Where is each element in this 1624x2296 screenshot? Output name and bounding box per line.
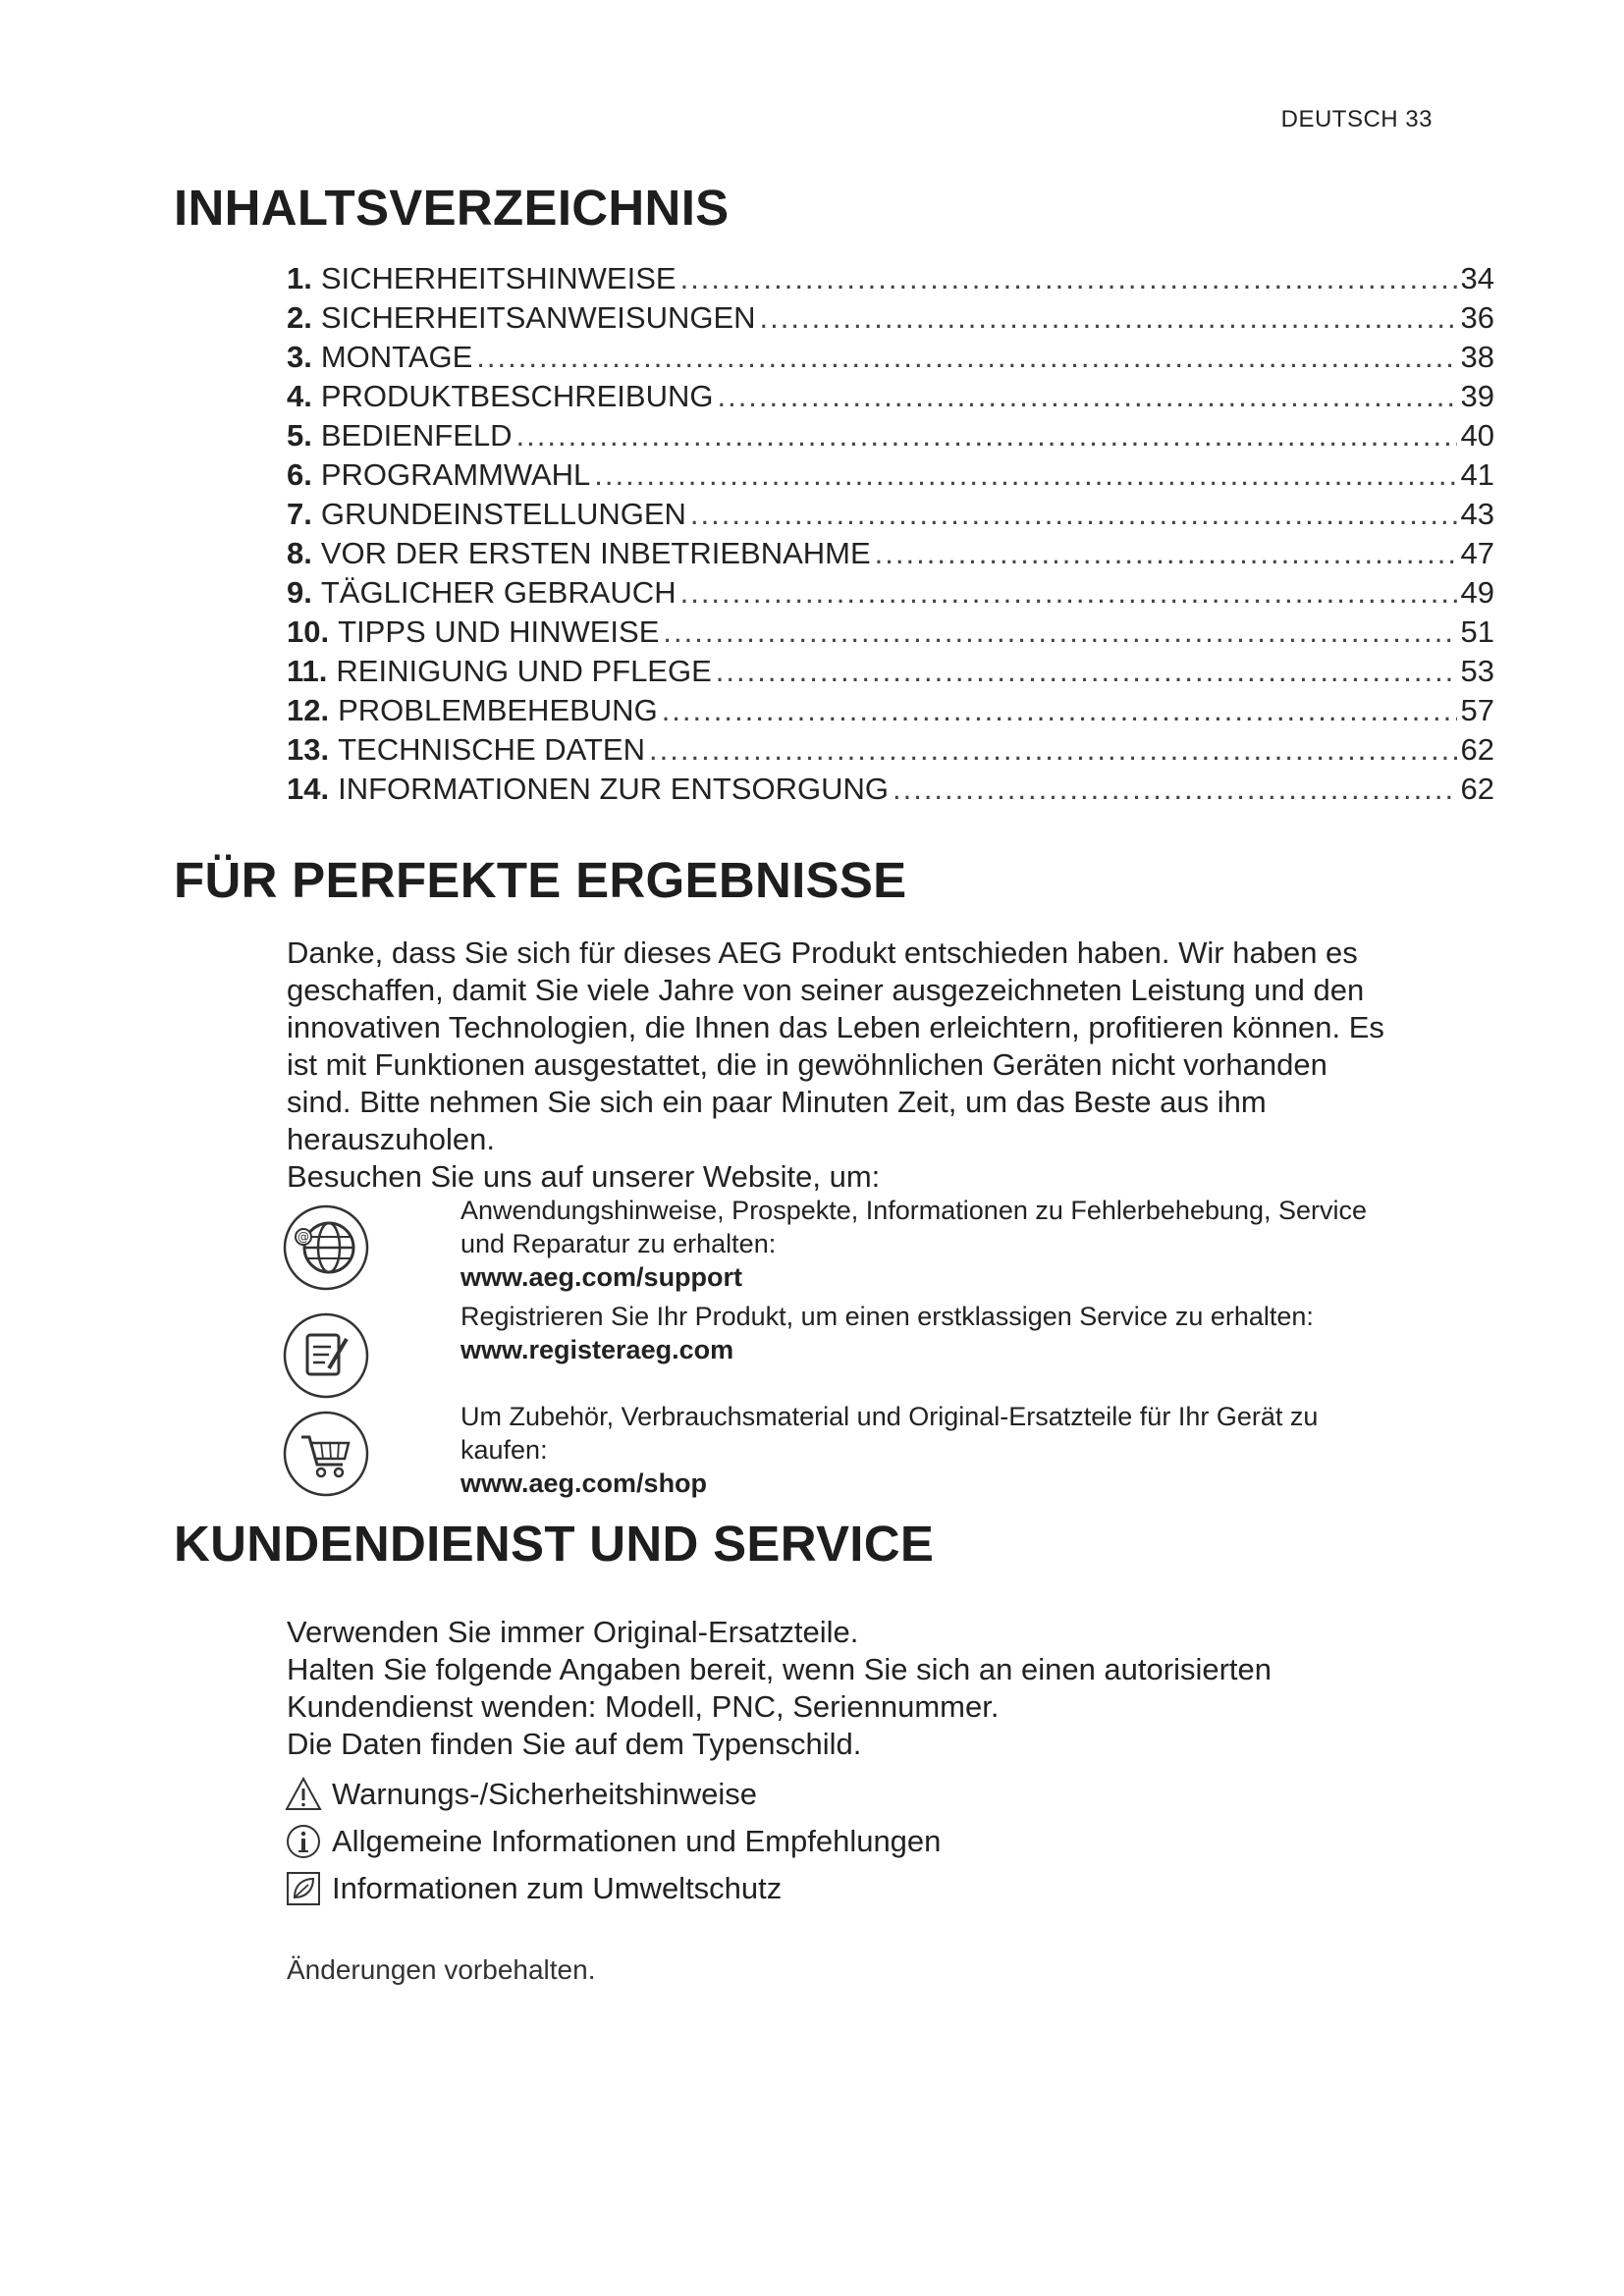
intro-line: Danke, dass Sie sich für dieses AEG Produkt entschieden haben. Wir haben es bbox=[287, 935, 1358, 970]
legend-label: Informationen zum Umweltschutz bbox=[332, 1871, 783, 1905]
toc-entry[interactable] bbox=[287, 416, 1494, 455]
legend-label: Warnungs-/Sicherheitshinweise bbox=[332, 1777, 758, 1811]
toc-page: 41 bbox=[1460, 457, 1494, 492]
toc-number: 4. bbox=[287, 379, 312, 413]
shopping-cart-icon bbox=[280, 1408, 372, 1500]
toc-heading: INHALTSVERZEICHNIS bbox=[174, 180, 730, 236]
intro-line: sind. Bitte nehmen Sie sich ein paar Minuten Zeit, um das Beste aus ihm bbox=[287, 1085, 1267, 1119]
toc-leader bbox=[690, 495, 1457, 534]
page-header-language: DEUTSCH 33 bbox=[1280, 106, 1433, 133]
toc-number: 3. bbox=[287, 340, 312, 374]
toc-entry[interactable] bbox=[287, 455, 1494, 495]
website-item-line: Registrieren Sie Ihr Produkt, um einen erstklassigen Service zu erhalten: bbox=[460, 1302, 1314, 1331]
toc-page: 62 bbox=[1460, 772, 1494, 806]
website-item-line: und Reparatur zu erhalten: bbox=[460, 1229, 777, 1258]
toc-number: 13. bbox=[287, 732, 330, 767]
toc-leader bbox=[516, 416, 1457, 455]
register-form-icon bbox=[280, 1309, 372, 1402]
environment-leaf-icon bbox=[285, 1870, 322, 1907]
toc-entry[interactable] bbox=[287, 613, 1494, 652]
toc-entry[interactable] bbox=[287, 495, 1494, 534]
toc-leader bbox=[649, 730, 1457, 770]
toc-leader bbox=[680, 259, 1457, 298]
intro-paragraph bbox=[287, 934, 1504, 1196]
toc-title: INFORMATIONEN ZUR ENTSORGUNG bbox=[338, 772, 889, 806]
toc-page: 43 bbox=[1460, 497, 1494, 531]
toc-leader bbox=[875, 534, 1457, 573]
toc-page: 62 bbox=[1460, 732, 1494, 767]
toc-title: SICHERHEITSANWEISUNGEN bbox=[320, 300, 756, 335]
toc-entry[interactable] bbox=[287, 770, 1494, 809]
toc-entry[interactable] bbox=[287, 338, 1494, 377]
intro-line: ist mit Funktionen ausgestattet, die in gewöhnlichen Geräten nicht vorhanden bbox=[287, 1047, 1327, 1082]
toc-page: 39 bbox=[1460, 379, 1494, 413]
warning-triangle-icon bbox=[285, 1776, 322, 1813]
register-link[interactable]: www.registeraeg.com bbox=[460, 1335, 734, 1364]
info-icon bbox=[285, 1823, 322, 1860]
toc-entry[interactable] bbox=[287, 259, 1494, 298]
toc-title: TIPPS UND HINWEISE bbox=[338, 614, 660, 649]
service-line: Kundendienst wenden: Modell, PNC, Seriennummer. bbox=[287, 1689, 1000, 1724]
toc-entry[interactable] bbox=[287, 573, 1494, 613]
toc-title: BEDIENFELD bbox=[320, 418, 513, 453]
toc-title: TECHNISCHE DATEN bbox=[338, 732, 646, 767]
toc-title: PROGRAMMWAHL bbox=[320, 457, 591, 492]
toc-title: MONTAGE bbox=[320, 340, 473, 374]
svg-text:@: @ bbox=[298, 1230, 309, 1244]
toc-entry[interactable] bbox=[287, 298, 1494, 338]
toc-number: 5. bbox=[287, 418, 312, 453]
toc-entry[interactable] bbox=[287, 377, 1494, 416]
toc-leader bbox=[594, 455, 1456, 495]
support-link[interactable]: www.aeg.com/support bbox=[460, 1262, 743, 1292]
toc-leader bbox=[476, 338, 1456, 377]
results-heading: FÜR PERFEKTE ERGEBNISSE bbox=[174, 852, 907, 908]
intro-line: herauszuholen. bbox=[287, 1122, 495, 1156]
intro-line: innovativen Technologien, die Ihnen das Leben erleichtern, profitieren können. Es bbox=[287, 1010, 1384, 1044]
toc-title: SICHERHEITSHINWEISE bbox=[320, 261, 677, 295]
toc-leader bbox=[662, 691, 1457, 730]
toc-number: 9. bbox=[287, 575, 312, 610]
toc-page: 40 bbox=[1460, 418, 1494, 453]
toc-title: TÄGLICHER GEBRAUCH bbox=[320, 575, 677, 610]
website-item-line: Anwendungshinweise, Prospekte, Informationen zu Fehlerbehebung, Service bbox=[460, 1196, 1368, 1225]
toc-number: 11. bbox=[287, 654, 328, 688]
toc-number: 6. bbox=[287, 457, 312, 492]
legend-label: Allgemeine Informationen und Empfehlungen bbox=[332, 1824, 942, 1858]
website-item-line: kaufen: bbox=[460, 1435, 548, 1465]
toc-number: 2. bbox=[287, 300, 312, 335]
toc-number: 8. bbox=[287, 536, 312, 570]
toc-title: PRODUKTBESCHREIBUNG bbox=[320, 379, 714, 413]
intro-line: geschaffen, damit Sie viele Jahre von seiner ausgezeichneten Leistung und den bbox=[287, 973, 1365, 1007]
toc-leader bbox=[717, 377, 1456, 416]
toc-page: 53 bbox=[1460, 654, 1494, 688]
legend-item-warning bbox=[285, 1771, 941, 1818]
toc-number: 7. bbox=[287, 497, 312, 531]
service-line: Verwenden Sie immer Original-Ersatzteile. bbox=[287, 1615, 859, 1649]
toc-page: 36 bbox=[1460, 300, 1494, 335]
toc-leader bbox=[760, 298, 1457, 338]
service-paragraph bbox=[287, 1614, 1504, 1763]
shop-link[interactable]: www.aeg.com/shop bbox=[460, 1468, 708, 1498]
toc-number: 1. bbox=[287, 261, 312, 295]
toc-page: 49 bbox=[1460, 575, 1494, 610]
toc-page: 34 bbox=[1460, 261, 1494, 295]
toc-entry[interactable] bbox=[287, 691, 1494, 730]
toc-page: 51 bbox=[1460, 614, 1494, 649]
symbol-legend bbox=[285, 1771, 941, 1912]
service-line: Die Daten finden Sie auf dem Typenschild. bbox=[287, 1727, 862, 1761]
changes-reserved-note: Änderungen vorbehalten. bbox=[287, 1954, 596, 1985]
toc-number: 12. bbox=[287, 693, 330, 727]
toc-title: REINIGUNG UND PFLEGE bbox=[336, 654, 712, 688]
toc-leader bbox=[680, 573, 1457, 613]
service-line: Halten Sie folgende Angaben bereit, wenn Sie sich an einen autorisierten bbox=[287, 1652, 1272, 1686]
toc-title: PROBLEMBEHEBUNG bbox=[338, 693, 658, 727]
toc-page: 38 bbox=[1460, 340, 1494, 374]
toc-page: 57 bbox=[1460, 693, 1494, 727]
intro-line: Besuchen Sie uns auf unserer Website, um: bbox=[287, 1159, 881, 1194]
toc-number: 14. bbox=[287, 772, 330, 806]
toc-number: 10. bbox=[287, 614, 330, 649]
table-of-contents bbox=[287, 259, 1494, 809]
website-item-line: Um Zubehör, Verbrauchsmaterial und Original-Ersatzteile für Ihr Gerät zu bbox=[460, 1402, 1319, 1431]
toc-entry[interactable] bbox=[287, 534, 1494, 573]
toc-leader bbox=[893, 770, 1457, 809]
toc-entry[interactable] bbox=[287, 652, 1494, 691]
toc-leader bbox=[716, 652, 1457, 691]
toc-title: GRUNDEINSTELLUNGEN bbox=[320, 497, 686, 531]
toc-page: 47 bbox=[1460, 536, 1494, 570]
globe-icon bbox=[280, 1201, 372, 1294]
legend-item-info bbox=[285, 1818, 941, 1865]
toc-leader bbox=[663, 613, 1456, 652]
service-heading: KUNDENDIENST UND SERVICE bbox=[174, 1516, 935, 1572]
legend-item-environment bbox=[285, 1865, 941, 1912]
toc-title: VOR DER ERSTEN INBETRIEBNAHME bbox=[320, 536, 871, 570]
toc-entry[interactable] bbox=[287, 730, 1494, 770]
